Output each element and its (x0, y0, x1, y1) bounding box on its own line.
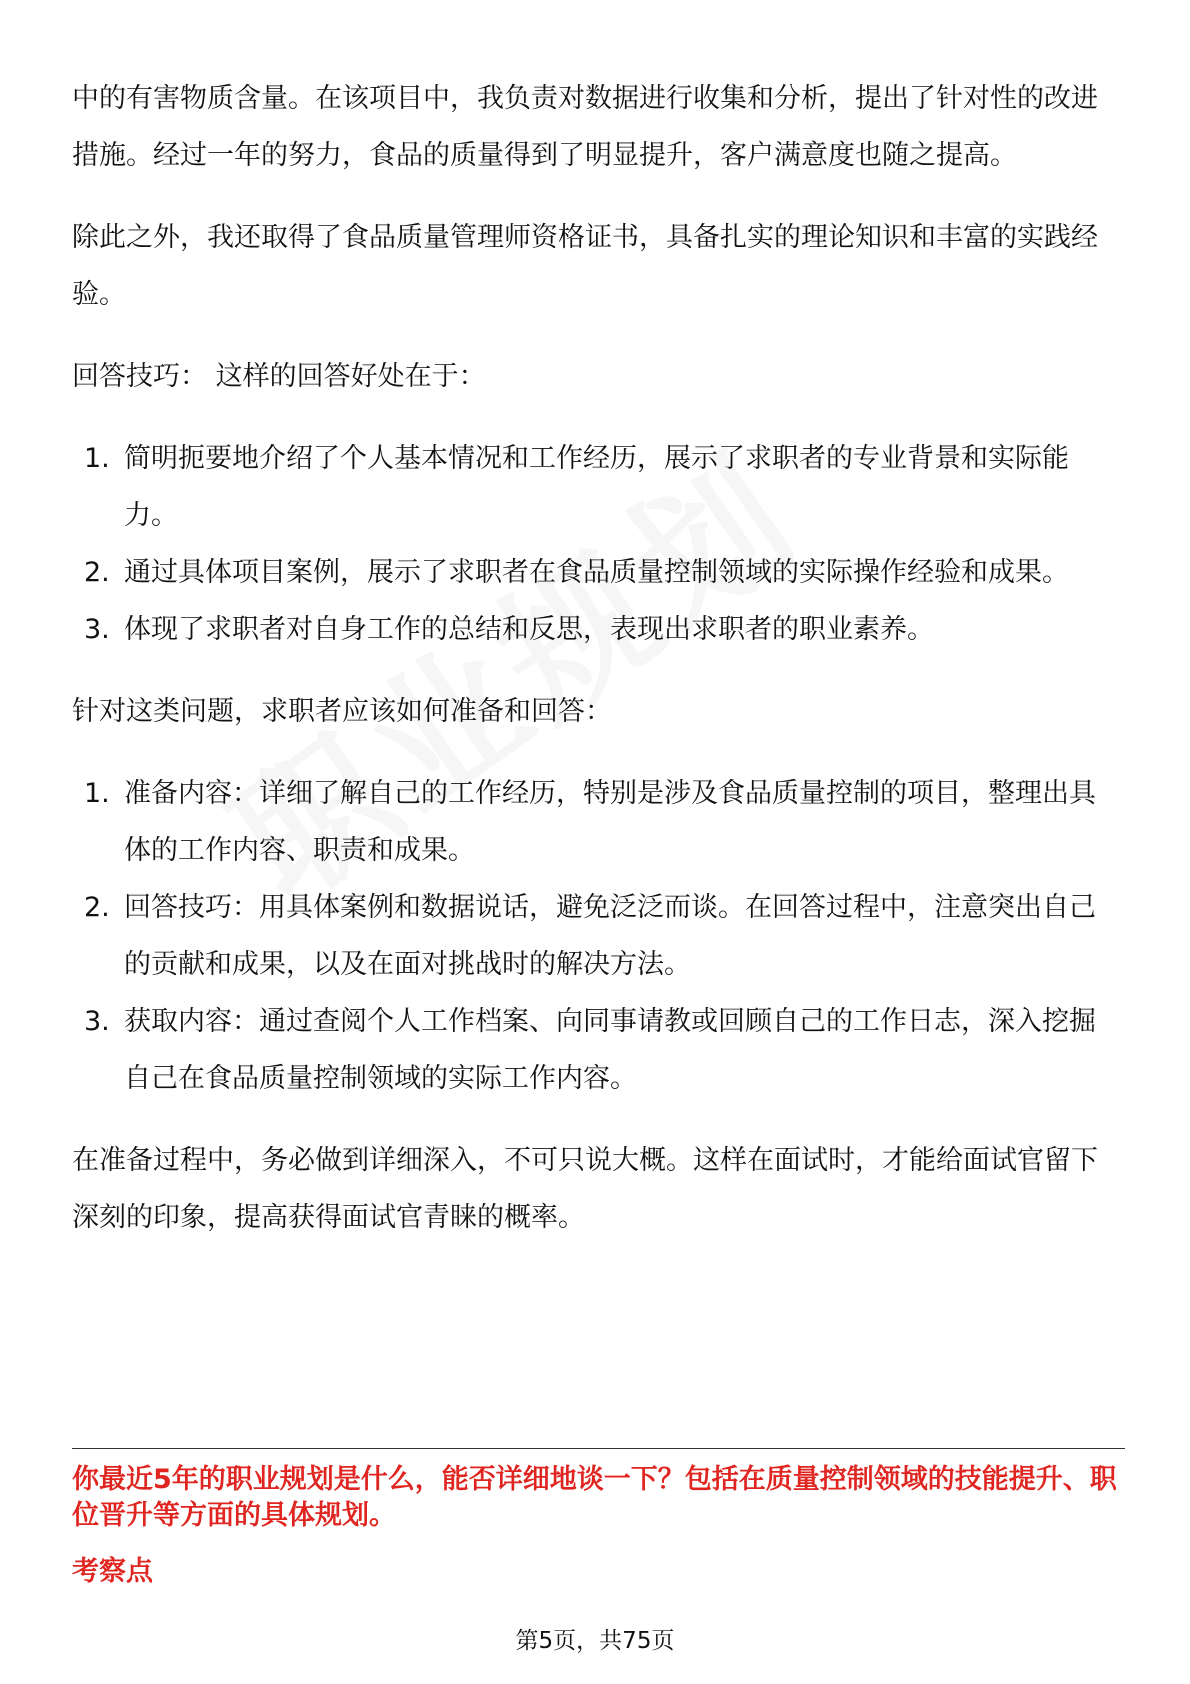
page-number: 第5页，共75页 (515, 1628, 675, 1654)
list-item-text: 体现了求职者对自身工作的总结和反思，表现出求职者的职业素养。 (124, 614, 934, 645)
list-item-text: 简明扼要地介绍了个人基本情况和工作经历，展示了求职者的专业背景和实际能力。 (124, 443, 1069, 531)
list-item (72, 601, 1118, 658)
list-item-number: 3. (84, 1006, 110, 1037)
paragraph-conclusion: 在准备过程中，务必做到详细深入，不可只说大概。这样在面试时，才能给面试官留下深刻的印象，提高获得面试官青睐的概率。 (72, 1145, 1098, 1233)
list-item (72, 430, 1118, 544)
paragraph-answer-tips-intro: 回答技巧： 这样的回答好处在于： (72, 361, 486, 392)
paragraph-certificate: 除此之外，我还取得了食品质量管理师资格证书，具备扎实的理论知识和丰富的实践经验。 (72, 222, 1098, 310)
preparation-steps-list (72, 765, 1118, 1107)
list-item (72, 879, 1118, 993)
list-item-text: 回答技巧：用具体案例和数据说话，避免泛泛而谈。在回答过程中，注意突出自己的贡献和成果，以及在面对挑战时的解决方法。 (124, 892, 1096, 980)
list-item (72, 544, 1118, 601)
list-item-number: 3. (84, 614, 110, 645)
list-item-number: 1. (84, 778, 110, 809)
section-divider (72, 1448, 1125, 1449)
list-item-number: 2. (84, 557, 110, 588)
paragraph-project-result: 中的有害物质含量。在该项目中，我负责对数据进行收集和分析，提出了针对性的改进措施。经过一年的努力，食品的质量得到了明显提升，客户满意度也随之提高。 (72, 83, 1098, 171)
paragraph-preparation-intro: 针对这类问题，求职者应该如何准备和回答： (72, 696, 612, 727)
section-heading: 考察点 (72, 1556, 153, 1587)
list-item (72, 765, 1118, 879)
list-item-text: 准备内容：详细了解自己的工作经历，特别是涉及食品质量控制的项目，整理出具体的工作内容、职责和成果。 (124, 778, 1096, 866)
list-item-number: 1. (84, 443, 110, 474)
list-item-text: 获取内容：通过查阅个人工作档案、向同事请教或回顾自己的工作日志，深入挖掘自己在食品质量控制领域的实际工作内容。 (124, 1006, 1096, 1094)
answer-benefits-list (72, 430, 1118, 658)
document-body (72, 70, 1118, 1271)
list-item (72, 993, 1118, 1107)
interview-question: 你最近5年的职业规划是什么，能否详细地谈一下？包括在质量控制领域的技能提升、职位晋升等方面的具体规划。 (72, 1464, 1117, 1531)
list-item-number: 2. (84, 892, 110, 923)
list-item-text: 通过具体项目案例，展示了求职者在食品质量控制领域的实际操作经验和成果。 (124, 557, 1069, 588)
